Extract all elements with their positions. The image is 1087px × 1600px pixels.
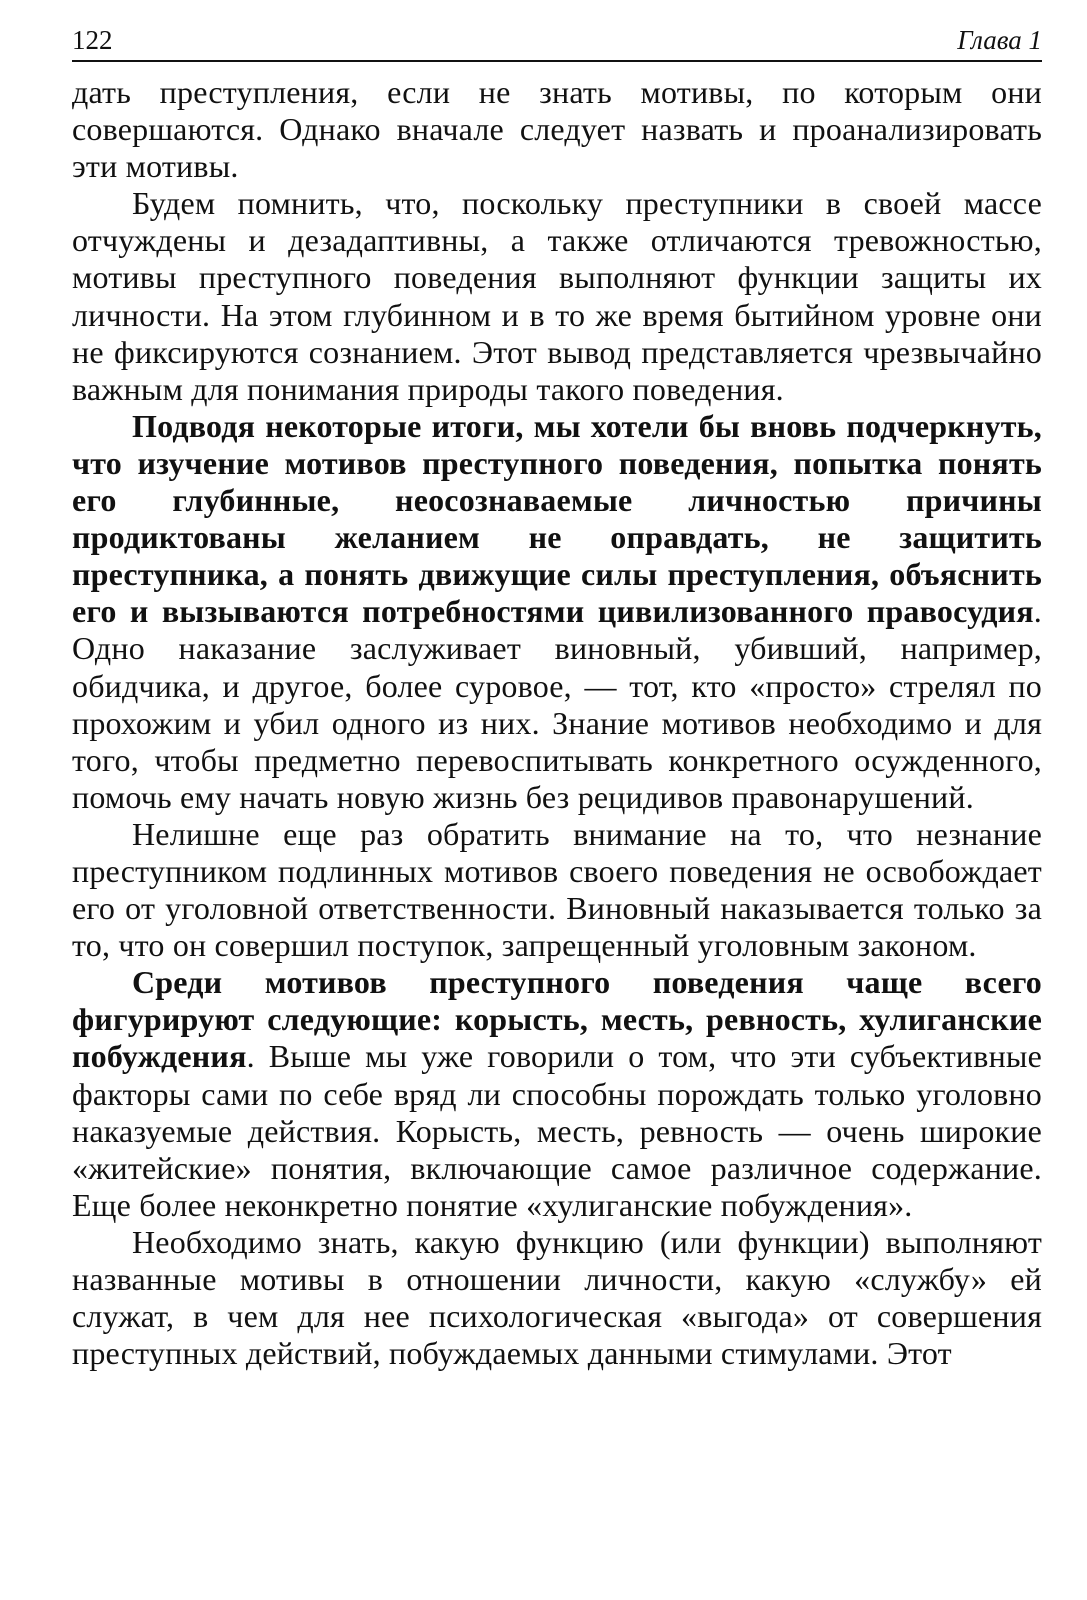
paragraph [72, 816, 1042, 964]
paragraph-text: Нелишне еще раз обратить внимание на то, что незнание преступником подлинных мотивов своего поведения не освобождает его от уголовной ответственности. Виновный наказывается только за то, что он совершил поступок, запрещенный уголовным законом. [72, 815, 1042, 964]
paragraph [72, 74, 1042, 185]
paragraph [72, 964, 1042, 1224]
paragraph [72, 1224, 1042, 1372]
paragraph-text: . Выше мы уже говорили о том, что эти субъективные факторы сами по себе вряд ли способны порождать только уголовно наказуемые действия. Корысть, месть, ревность — очень широкие «житейские» понятия, включающие самое различное содержание. Еще более неконкретно понятие «хулиганские побуждения». [72, 1038, 1042, 1223]
body-text [72, 74, 1042, 1372]
paragraph-text: дать преступления, если не знать мотивы, по которым они совершаются. Однако вначале следует назвать и проанализировать эти мотивы. [72, 74, 1042, 185]
paragraph-text: Необходимо знать, какую функцию (или функции) выполняют названные мотивы в отношении личности, какую «службу» ей служат, в чем для нее психологическая «выгода» от совершения преступных действий, побуждаемых данными стимулами. Этот [72, 1223, 1042, 1372]
paragraph [72, 185, 1042, 408]
page-number: 122 [72, 25, 113, 55]
paragraph [72, 408, 1042, 816]
paragraph-bold-text: Подводя некоторые итоги, мы хотели бы вновь подчеркнуть, что изучение мотивов преступного поведения, попытка понять его глубинные, неосознаваемые личностью причины продиктованы желанием не оправдать, не защитить преступника, а понять движущие силы преступления, объяснить его и вызываются потребностями цивилизованного правосудия [72, 407, 1042, 630]
book-page [72, 20, 1042, 1372]
running-header [72, 20, 1042, 62]
paragraph-bold-text: Среди мотивов преступного поведения чаще всего фигурируют следующие: корысть, месть, ревность, хулиганские побуждения [72, 964, 1042, 1075]
paragraph-text: Будем помнить, что, поскольку преступники в своей массе отчуждены и дезадаптивны, а также отличаются тревожностью, мотивы преступного поведения выполняют функции защиты их личности. На этом глубинном и в то же время бытийном уровне они не фиксируются сознанием. Этот вывод представляется чрезвычайно важным для понимания природы такого поведения. [72, 185, 1042, 407]
paragraph-text: . Одно наказание заслуживает виновный, убивший, например, обидчика, и другое, более суровое, — тот, кто «просто» стрелял по прохожим и убил одного из них. Знание мотивов необходимо и для того, чтобы предметно перевоспитывать конкретного осужденного, помочь ему начать новую жизнь без рецидивов правонарушений. [72, 593, 1042, 815]
chapter-title: Глава 1 [957, 25, 1042, 55]
